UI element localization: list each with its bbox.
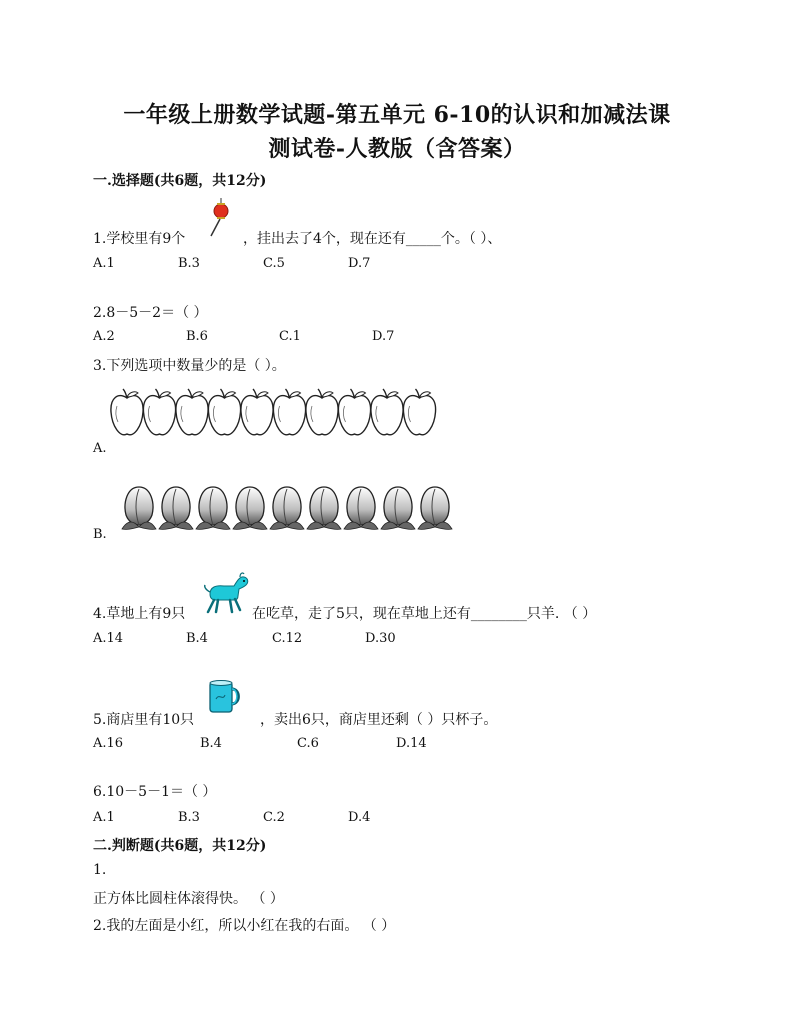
peach-row [120, 483, 475, 533]
apple-icon [273, 389, 305, 435]
judgment-1-number: 1. [93, 862, 107, 878]
peach-icon [159, 487, 193, 529]
apple-icon [176, 389, 208, 435]
q5-option-b[interactable]: B.4 [200, 736, 222, 751]
apple-icon [403, 389, 435, 435]
q4-option-d[interactable]: D.30 [365, 631, 396, 646]
q5-option-a[interactable]: A.16 [93, 736, 124, 751]
peach-icon [122, 487, 156, 529]
section-heading-choice: 一.选择题(共6题，共12分) [93, 173, 267, 189]
q1-option-c[interactable]: C.5 [263, 256, 285, 271]
judgment-2-text: 2.我的左面是小红，所以小红在我的右面。 （ ） [93, 918, 396, 934]
q4-option-c[interactable]: C.12 [272, 631, 303, 646]
q2-option-d[interactable]: D.7 [372, 329, 395, 344]
q5-option-d[interactable]: D.14 [396, 736, 427, 751]
apple-icon [143, 389, 175, 435]
lantern-icon [207, 198, 231, 238]
cup-icon [207, 679, 243, 715]
q3-option-b[interactable]: B. [93, 527, 107, 542]
peach-icon [233, 487, 267, 529]
apple-icon [241, 389, 273, 435]
q4-option-a[interactable]: A.14 [93, 631, 124, 646]
page-title-line-1: 一年级上册数学试题-第五单元 6-10的认识和加减法课 [123, 102, 671, 128]
q4-option-b[interactable]: B.4 [186, 631, 208, 646]
question-6-text: 6.10－5－1＝（ ） [93, 784, 217, 800]
section-heading-judgment: 二.判断题(共6题，共12分) [93, 838, 267, 854]
apple-icon [208, 389, 240, 435]
q2-option-a[interactable]: A.2 [93, 329, 115, 344]
q1-option-a[interactable]: A.1 [93, 256, 115, 271]
peach-icon [270, 487, 304, 529]
question-3-text: 3.下列选项中数量少的是（ ）。 [93, 358, 286, 374]
apple-icon [306, 389, 338, 435]
peach-icon [196, 487, 230, 529]
sheep-icon [202, 572, 250, 614]
q2-option-b[interactable]: B.6 [186, 329, 208, 344]
peach-icon [418, 487, 452, 529]
q6-option-a[interactable]: A.1 [93, 810, 115, 825]
q6-option-b[interactable]: B.3 [178, 810, 200, 825]
question-1-suffix: ，挂出去了4个，现在还有_____个。（ ）、 [243, 231, 502, 247]
q5-option-c[interactable]: C.6 [297, 736, 319, 751]
apple-icon [371, 389, 403, 435]
peach-icon [344, 487, 378, 529]
question-4-prefix: 4.草地上有9只 [93, 606, 186, 622]
q6-option-c[interactable]: C.2 [263, 810, 285, 825]
question-4-suffix: 在吃草，走了5只，现在草地上还有________只羊. （ ） [252, 606, 597, 622]
judgment-1-text: 正方体比圆柱体滚得快。 （ ） [93, 891, 284, 907]
q1-option-b[interactable]: B.3 [178, 256, 200, 271]
question-1-prefix: 1.学校里有9个 [93, 231, 186, 247]
q6-option-d[interactable]: D.4 [348, 810, 371, 825]
apple-row [110, 388, 445, 446]
question-2-text: 2.8－5－2＝（ ） [93, 305, 208, 321]
question-5-suffix: ，卖出6只，商店里还剩（ ）只杯子。 [260, 712, 498, 728]
q2-option-c[interactable]: C.1 [279, 329, 301, 344]
apple-icon [111, 389, 143, 435]
question-5-prefix: 5.商店里有10只 [93, 712, 195, 728]
q1-option-d[interactable]: D.7 [348, 256, 371, 271]
q3-option-a[interactable]: A. [93, 441, 107, 456]
peach-icon [307, 487, 341, 529]
apple-icon [338, 389, 370, 435]
page-title-line-2: 测试卷-人教版（含答案） [268, 136, 526, 162]
peach-icon [381, 487, 415, 529]
